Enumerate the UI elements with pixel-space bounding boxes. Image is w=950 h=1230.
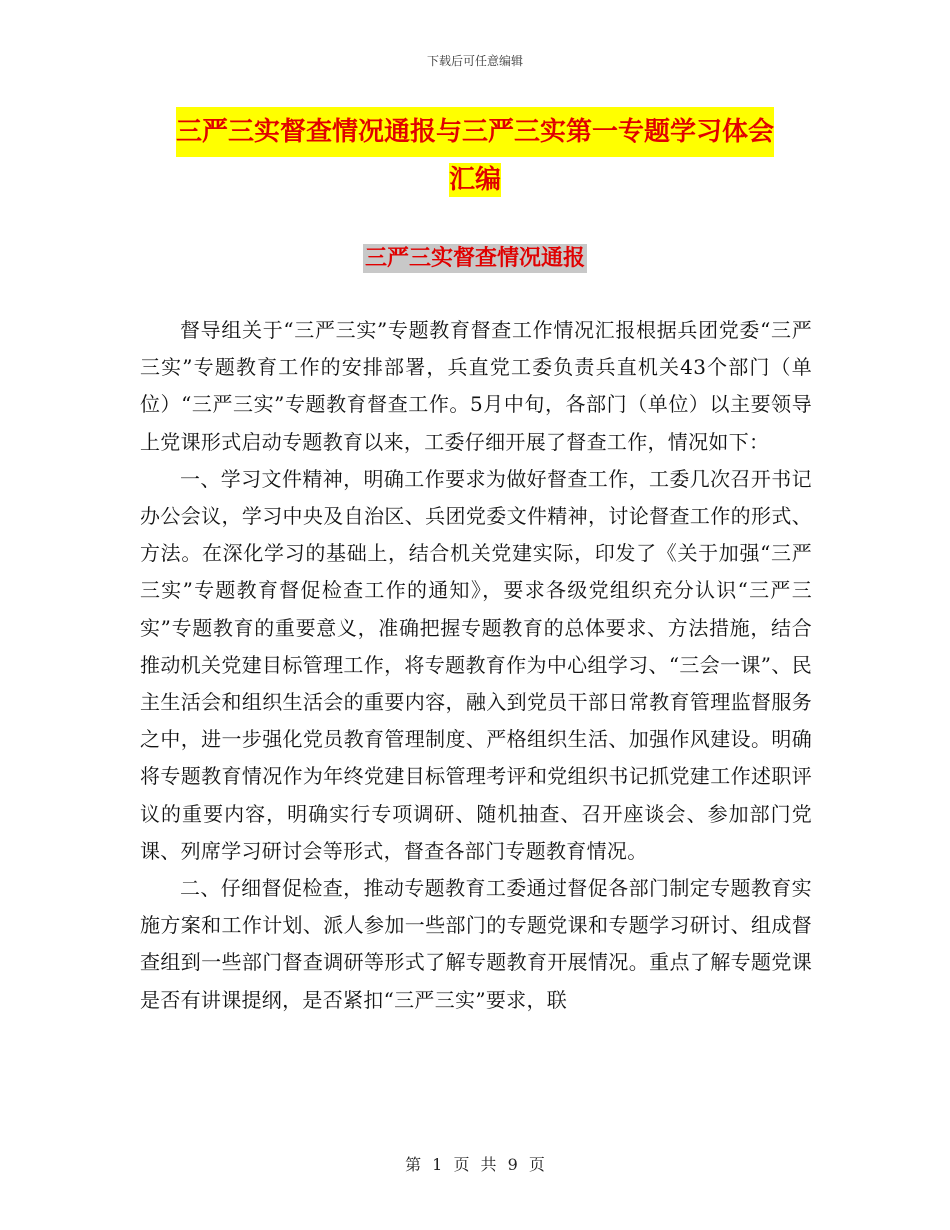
section-title: [0, 242, 950, 276]
section-title-text: 三严三实督查情况通报: [364, 246, 585, 271]
page-header-note: 下载后可任意编辑: [426, 54, 523, 68]
page-number: 第 1 页 共 9 页: [405, 1155, 545, 1174]
document-title: [140, 107, 810, 203]
document-title-line2: 汇编: [448, 165, 501, 195]
body-paragraph: 二、仔细督促检查，推动专题教育工委通过督促各部门制定专题教育实施方案和工作计划、派人参加一些部门的专题党课和专题学习研讨、组成督查组到一些部门督查调研等形式了解专题教育开展情况。重点了解专题党课是否有讲课提纲，是否紧扣“三严三实”要求，联: [140, 876, 812, 1012]
document-title-line1: 三严三实督查情况通报与三严三实第一专题学习体会: [176, 107, 774, 157]
body-paragraph: 督导组关于“三严三实”专题教育督查工作情况汇报根据兵团党委“三严三实”专题教育工作的安排部署，兵直党工委负责兵直机关43个部门（单位）“三严三实”专题教育督查工作。5月中旬，各部门（单位）以主要领导上党课形式启动专题教育以来，工委仔细开展了督查工作，情况如下：: [140, 318, 812, 454]
body-paragraph: 一、学习文件精神，明确工作要求为做好督查工作，工委几次召开书记办公会议，学习中央及自治区、兵团党委文件精神，讨论督查工作的形式、方法。在深化学习的基础上，结合机关党建实际，印发了《关于加强“三严三实”专题教育督促检查工作的通知》，要求各级党组织充分认识“三严三实”专题教育的重要意义，准确把握专题教育的总体要求、方法措施，结合推动机关党建目标管理工作，将专题教育作为中心组学习、“三会一课”、民主生活会和组织生活会的重要内容，融入到党员干部日常教育管理监督服务之中，进一步强化党员教育管理制度、严格组织生活、加强作风建设。明确将专题教育情况作为年终党建目标管理考评和党组织书记抓党建工作述职评议的重要内容，明确实行专项调研、随机抽查、召开座谈会、参加部门党课、列席学习研讨会等形式，督查各部门专题教育情况。: [140, 466, 812, 863]
document-body: [140, 312, 812, 1019]
